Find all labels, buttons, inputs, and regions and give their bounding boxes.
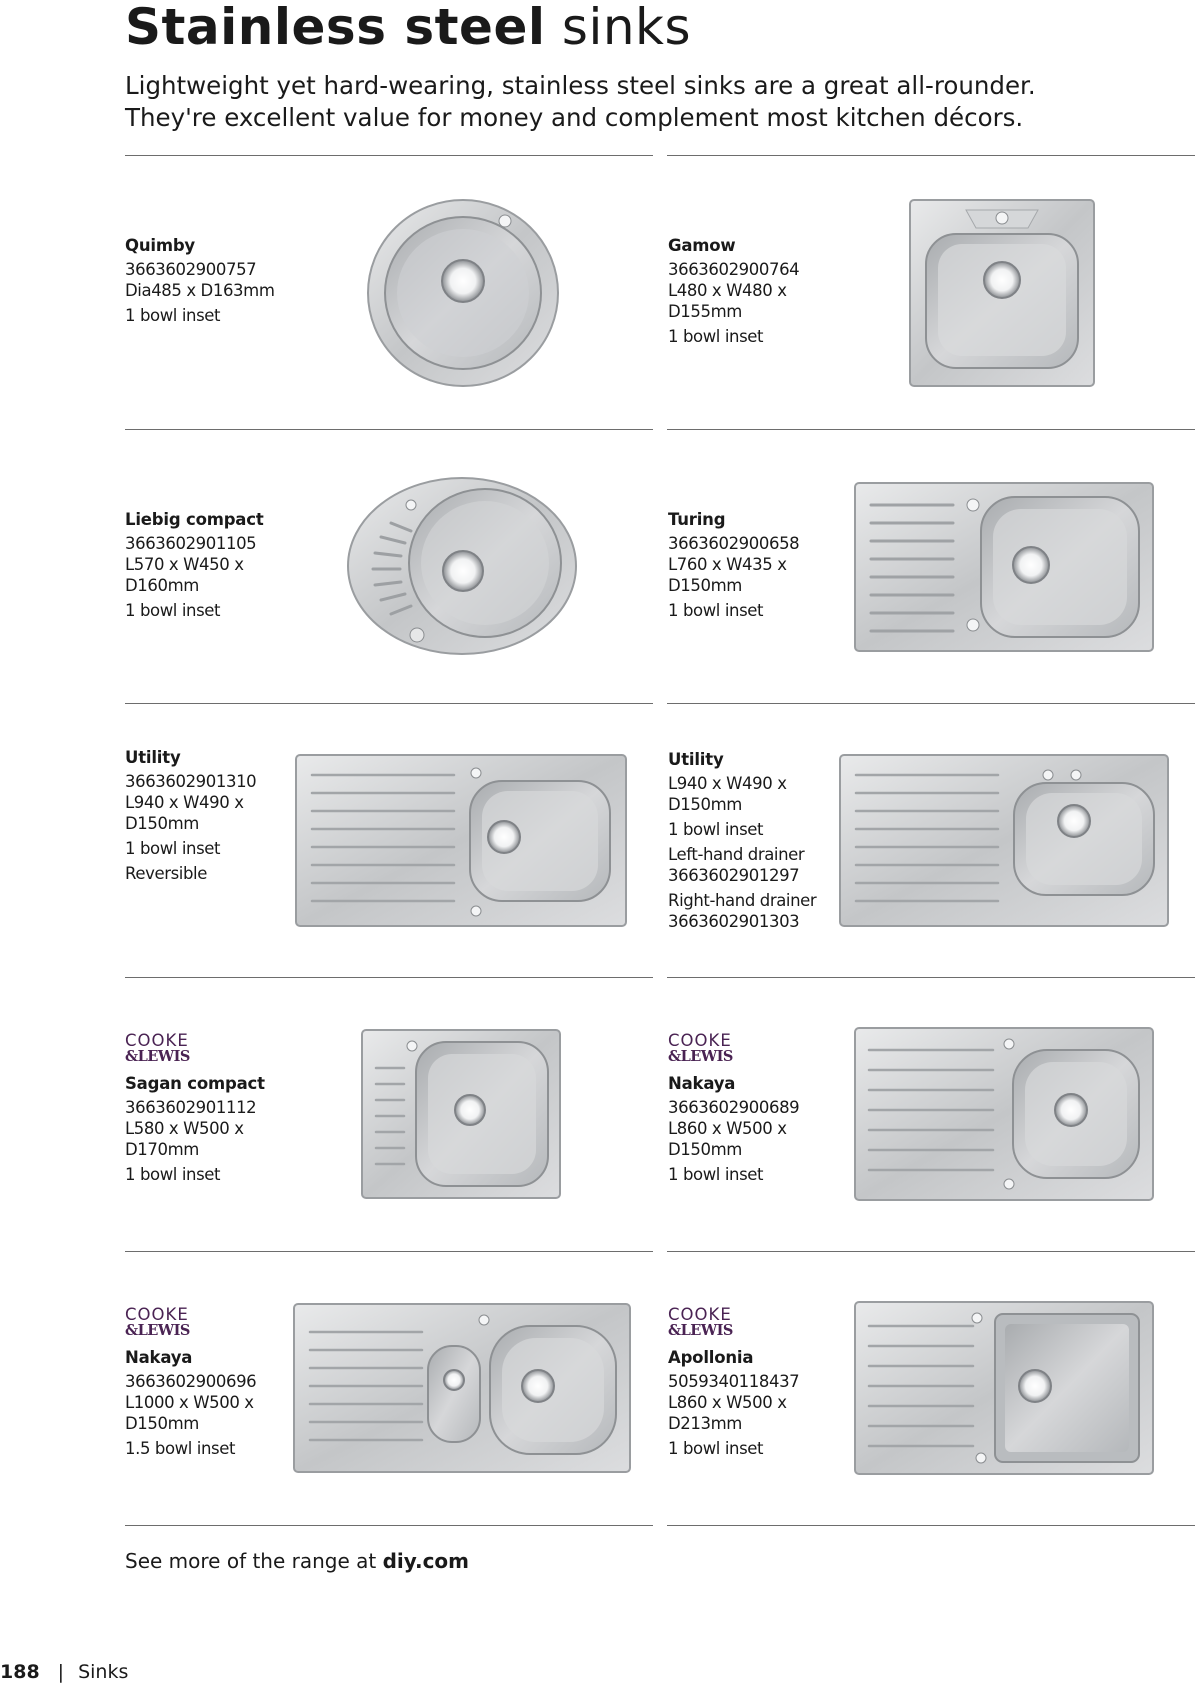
product-info-quimby (125, 235, 325, 326)
divider (125, 1525, 653, 1526)
product-size: L860 x W500 x (668, 1393, 787, 1412)
product-info-nakaya (668, 1032, 868, 1185)
product-code: 3663602900696 (125, 1372, 257, 1391)
product-name: Turing (668, 510, 726, 529)
product-name: Utility (668, 750, 724, 769)
product-code: 3663602900658 (668, 534, 800, 553)
divider (125, 703, 653, 704)
brand-line-2: &LEWIS (125, 1322, 190, 1339)
compact-drainer-sink-icon (360, 1028, 562, 1200)
product-size: L580 x W500 x (125, 1119, 244, 1138)
product-size: L480 x W480 x (668, 281, 787, 300)
product-size: Dia485 x D163mm (125, 281, 275, 300)
brand-line-2: &LEWIS (668, 1048, 733, 1065)
product-variant-right-label: Right-hand drainer (668, 891, 817, 910)
divider (125, 429, 653, 430)
product-info-apollonia (668, 1306, 868, 1459)
product-size: L940 x W490 x (668, 774, 787, 793)
oval-drainer-sink-icon (345, 475, 579, 657)
diy-com-link[interactable]: diy.com (382, 1549, 470, 1573)
product-name: Nakaya (125, 1348, 193, 1367)
product-type: 1 bowl inset (668, 327, 764, 346)
product-code: 3663602901310 (125, 772, 257, 791)
page-folio (0, 1660, 128, 1684)
product-code: 3663602901112 (125, 1098, 257, 1117)
product-size-depth: D155mm (668, 302, 742, 321)
product-size-depth: D150mm (125, 814, 199, 833)
product-info-gamow (668, 235, 868, 347)
product-name: Gamow (668, 236, 736, 255)
product-name: Liebig compact (125, 510, 264, 529)
product-info-turing (668, 509, 868, 621)
divider (667, 1525, 1195, 1526)
product-code: 3663602901105 (125, 534, 257, 553)
product-code: 3663602900757 (125, 260, 257, 279)
one-and-half-bowl-sink-icon (292, 1302, 632, 1474)
cooke-lewis-logo (668, 1306, 740, 1339)
drainer-sink-icon (853, 481, 1155, 653)
page-title (125, 0, 691, 54)
product-size-depth: D160mm (125, 576, 199, 595)
round-sink-icon (365, 197, 561, 389)
product-type: 1 bowl inset (125, 1165, 221, 1184)
drainer-sink-icon (838, 753, 1170, 928)
product-size-depth: D150mm (668, 1140, 742, 1159)
product-info-liebig-compact (125, 509, 325, 621)
product-variant-right-code: 3663602901303 (668, 912, 800, 931)
product-variant-left-code: 3663602901297 (668, 866, 800, 885)
divider (125, 155, 653, 156)
drainer-sink-icon (294, 753, 628, 928)
product-name: Apollonia (668, 1348, 754, 1367)
product-code: 5059340118437 (668, 1372, 800, 1391)
page-number: 188 (0, 1661, 40, 1683)
product-code: 3663602900689 (668, 1098, 800, 1117)
page-title-light: sinks (561, 0, 692, 56)
folio-separator: | (57, 1661, 65, 1683)
product-type: 1.5 bowl inset (125, 1439, 236, 1458)
brand-line-1: COOKE (125, 1305, 189, 1324)
divider (667, 1251, 1195, 1252)
product-size: L860 x W500 x (668, 1119, 787, 1138)
product-type: 1 bowl inset (668, 820, 764, 839)
page-title-bold: Stainless steel (125, 0, 546, 56)
product-type: 1 bowl inset (125, 306, 221, 325)
see-more-prefix: See more of the range at (125, 1549, 383, 1573)
brand-line-2: &LEWIS (125, 1048, 190, 1065)
product-variant-left-label: Left-hand drainer (668, 845, 805, 864)
product-size-depth: D150mm (668, 576, 742, 595)
divider (667, 155, 1195, 156)
product-note: Reversible (125, 864, 207, 883)
square-sink-icon (908, 198, 1096, 388)
section-name: Sinks (78, 1661, 129, 1683)
divider (125, 1251, 653, 1252)
product-size: L1000 x W500 x (125, 1393, 254, 1412)
drainer-sink-icon (853, 1026, 1155, 1202)
product-name: Utility (125, 748, 181, 767)
product-name: Nakaya (668, 1074, 736, 1093)
intro-text: Lightweight yet hard-wearing, stainless steel sinks are a great all-rounder. They're excellent value for money and complement most kitchen décors. (125, 71, 1036, 132)
product-type: 1 bowl inset (668, 601, 764, 620)
brand-line-1: COOKE (668, 1305, 732, 1324)
brand-line-1: COOKE (125, 1031, 189, 1050)
product-name: Quimby (125, 236, 195, 255)
product-type: 1 bowl inset (125, 601, 221, 620)
product-size: L570 x W450 x (125, 555, 244, 574)
brand-line-1: COOKE (668, 1031, 732, 1050)
product-name: Sagan compact (125, 1074, 265, 1093)
product-size-depth: D170mm (125, 1140, 199, 1159)
product-size-depth: D150mm (668, 795, 742, 814)
cooke-lewis-logo (125, 1032, 197, 1065)
divider (667, 703, 1195, 704)
product-size: L760 x W435 x (668, 555, 787, 574)
product-size: L940 x W490 x (125, 793, 244, 812)
product-type: 1 bowl inset (125, 839, 221, 858)
divider (667, 429, 1195, 430)
see-more-text (125, 1548, 469, 1574)
product-size-depth: D213mm (668, 1414, 742, 1433)
square-bowl-drainer-sink-icon (853, 1300, 1155, 1476)
cooke-lewis-logo (668, 1032, 740, 1065)
product-code: 3663602900764 (668, 260, 800, 279)
product-info-sagan-compact (125, 1032, 325, 1185)
product-type: 1 bowl inset (668, 1165, 764, 1184)
cooke-lewis-logo (125, 1306, 197, 1339)
product-size-depth: D150mm (125, 1414, 199, 1433)
brand-line-2: &LEWIS (668, 1322, 733, 1339)
product-type: 1 bowl inset (668, 1439, 764, 1458)
divider (667, 977, 1195, 978)
divider (125, 977, 653, 978)
